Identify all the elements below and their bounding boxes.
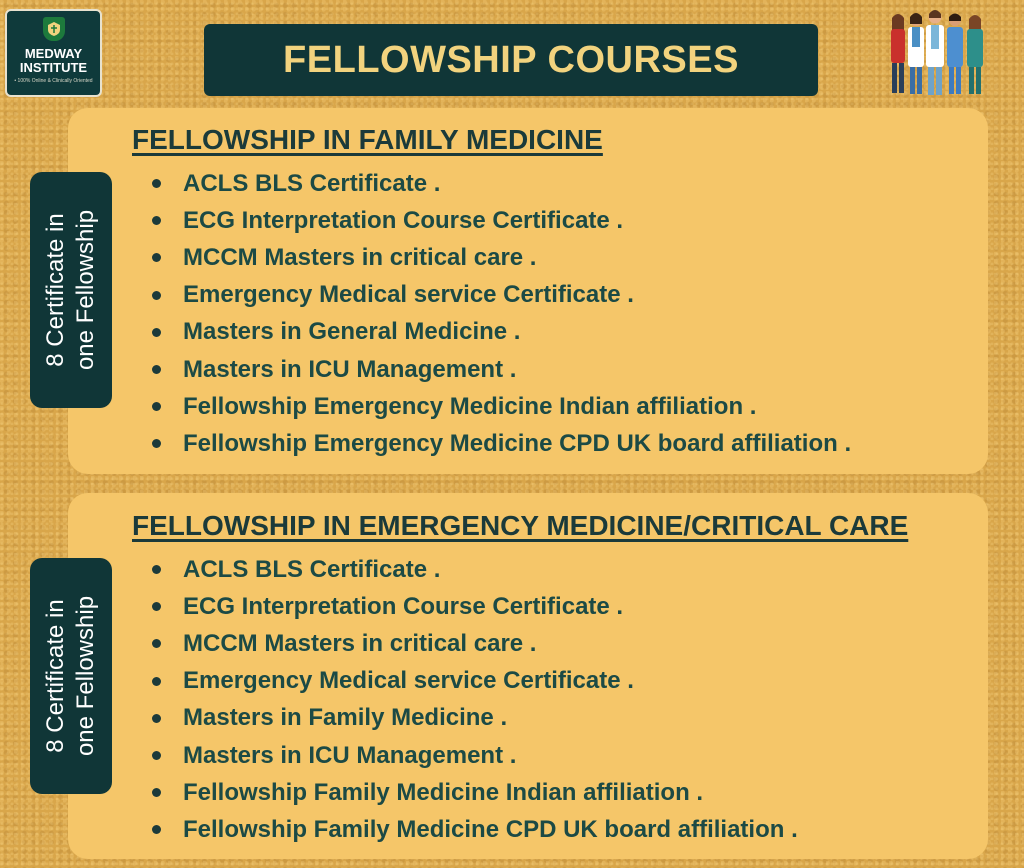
list-item — [152, 388, 851, 425]
list-item-text: Emergency Medical service Certificate . — [183, 281, 634, 309]
bullet-icon — [152, 825, 161, 834]
list-item-text: Fellowship Family Medicine CPD UK board affiliation . — [183, 815, 798, 843]
shield-emblem-icon — [43, 17, 65, 41]
list-item — [152, 811, 798, 848]
logo-name-line1: MEDWAY — [24, 46, 83, 61]
side-badge-line2: one Fellowship — [72, 595, 99, 757]
list-item-text: Fellowship Emergency Medicine CPD UK board affiliation . — [183, 429, 852, 457]
logo-name — [20, 47, 87, 75]
list-item-text: Emergency Medical service Certificate . — [183, 667, 634, 695]
list-item — [152, 239, 851, 276]
bullet-icon — [152, 253, 161, 262]
list-item — [152, 663, 798, 700]
list-item-text: Fellowship Emergency Medicine Indian affiliation . — [183, 392, 757, 420]
side-badge-text — [41, 210, 101, 370]
side-badge-text — [41, 596, 101, 756]
title-banner — [204, 24, 818, 96]
list-item-text: Masters in ICU Management . — [183, 741, 517, 769]
side-badge-line1: 8 Certificate in — [42, 599, 69, 753]
list-item-text: MCCM Masters in critical care . — [183, 629, 537, 657]
bullet-icon — [152, 216, 161, 225]
list-item-text: ACLS BLS Certificate . — [183, 555, 441, 583]
logo-name-line2: INSTITUTE — [19, 60, 88, 75]
bullet-icon — [152, 179, 161, 188]
medway-logo — [5, 9, 102, 97]
course-list — [152, 551, 798, 849]
side-badge-line2: one Fellowship — [72, 209, 99, 371]
list-item-text: ACLS BLS Certificate . — [183, 169, 441, 197]
list-item — [152, 588, 798, 625]
bullet-icon — [152, 328, 161, 337]
list-item — [152, 737, 798, 774]
list-item — [152, 314, 851, 351]
bullet-icon — [152, 677, 161, 686]
list-item — [152, 625, 798, 662]
bullet-icon — [152, 639, 161, 648]
list-item-text: Masters in Family Medicine . — [183, 704, 508, 732]
list-item — [152, 277, 851, 314]
bullet-icon — [152, 602, 161, 611]
list-item — [152, 551, 798, 588]
list-item — [152, 774, 798, 811]
list-item — [152, 165, 851, 202]
bullet-icon — [152, 714, 161, 723]
list-item-text: ECG Interpretation Course Certificate . — [183, 206, 624, 234]
course-list — [152, 165, 851, 463]
doctors-illustration-icon — [880, 4, 992, 100]
list-item — [152, 700, 798, 737]
bullet-icon — [152, 402, 161, 411]
section-heading: FELLOWSHIP IN EMERGENCY MEDICINE/CRITICAL CARE — [132, 510, 909, 541]
list-item-text: Masters in ICU Management . — [183, 355, 517, 383]
bullet-icon — [152, 565, 161, 574]
section-heading: FELLOWSHIP IN FAMILY MEDICINE — [132, 124, 603, 155]
bullet-icon — [152, 751, 161, 760]
bullet-icon — [152, 291, 161, 300]
side-badge-line1: 8 Certificate in — [42, 213, 69, 367]
list-item — [152, 202, 851, 239]
list-item-text: ECG Interpretation Course Certificate . — [183, 592, 624, 620]
list-item-text: Fellowship Family Medicine Indian affiliation . — [183, 778, 704, 806]
page-title: FELLOWSHIP COURSES — [283, 38, 739, 81]
bullet-icon — [152, 365, 161, 374]
side-badge-certificates — [30, 172, 112, 408]
side-badge-certificates — [30, 558, 112, 794]
list-item-text: MCCM Masters in critical care . — [183, 243, 537, 271]
logo-tagline: • 100% Online & Clinically Oriented — [14, 78, 93, 84]
bullet-icon — [152, 788, 161, 797]
list-item-text: Masters in General Medicine . — [183, 318, 521, 346]
list-item — [152, 351, 851, 388]
bullet-icon — [152, 439, 161, 448]
list-item — [152, 425, 851, 462]
